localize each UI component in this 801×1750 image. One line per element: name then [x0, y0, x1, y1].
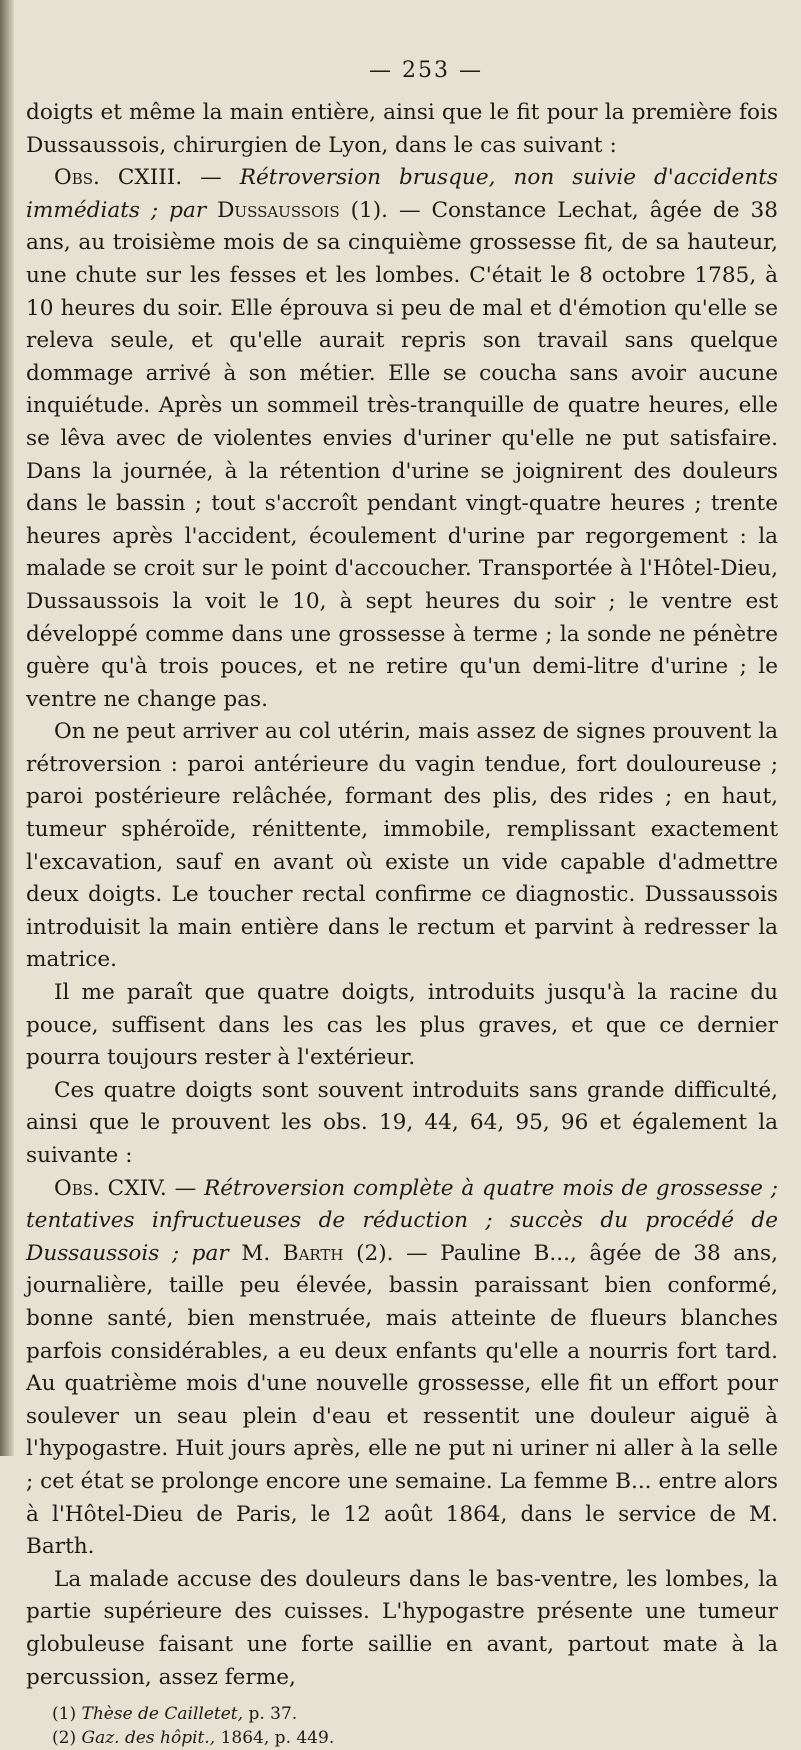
page-number: — 253 —: [369, 58, 483, 83]
observation-author: Dussaussois: [217, 197, 340, 223]
observation-author: M. Barth: [241, 1240, 344, 1266]
footnote-source: Thèse de Cailletet,: [81, 1704, 244, 1725]
paragraph-patient-complaints: La malade accuse des douleurs dans le bas-ventre, les lombes, la partie supérieure des cuisses. L'hypogastre présente une tumeur globuleuse faisant une forte saillie en avant, partout mate à la percussion, assez ferme,: [26, 1566, 778, 1690]
observation-text: — Constance Lechat, âgée de 38 ans, au troisième mois de sa cinquième grossesse fit, de sa hauteur, une chute sur les fesses et les lombes. C'était le 8 octobre 1785, à 10 heures du soir. Elle éprouva si peu de mal et d'émotion qu'elle se releva seule, et qu'elle aurait repris son travail sans quelque dommage arrivé à son métier. Elle se coucha sans avoir aucune inquiétude. Après un sommeil très-tranquille de quatre heures, elle se lêva avec de violentes envies d'uriner qu'elle ne put satisfaire. Dans la journée, à la rétention d'urine se joignirent des douleurs dans le bassin ; tout s'accroît pendant vingt-quatre heures ; trente heures après l'accident, écoulement d'urine par regorgement : la malade se croit sur le point d'accoucher. Transportée à l'Hôtel-Dieu, Dussaussois la voit le 10, à sept heures du soir ; le ventre est développé comme dans une grossesse à terme ; la sonde ne pénètre guère qu'à trois pouces, et ne retire qu'un demi-litre d'urine ; le ventre ne change pas.: [26, 197, 778, 712]
paragraph-introduced-fingers: Ces quatre doigts sont souvent introduits sans grande difficulté, ainsi que le prouvent les obs. 19, 44, 64, 95, 96 et également la suivante :: [26, 1077, 778, 1168]
footnote-source: Gaz. des hôpit.,: [81, 1728, 216, 1749]
paragraph-retroversion-signs: On ne peut arriver au col utérin, mais assez de signes prouvent la rétroversion : paroi antérieure du vagin tendue, fort douloureuse ; paroi postérieure relâchée, formant des plis, des rides ; en haut, tumeur sphéroïde, rénittente, immobile, remplissant exactement l'excavation, sauf en avant où existe un vide capable d'admettre deux doigts. Le toucher rectal confirme ce diagnostic. Dussaussois introduisit la main entière dans le rectum et parvint à redresser la matrice.: [26, 719, 778, 973]
observation-label: Obs. CXIV. —: [54, 1175, 197, 1201]
book-spine-shadow: [0, 0, 14, 1456]
footnotes: [26, 1702, 778, 1750]
observation-113: [26, 162, 778, 716]
observation-114: [26, 1173, 778, 1564]
book-page: [26, 58, 778, 1750]
footnote-mark: (1): [52, 1704, 77, 1725]
footnote-ref: (2).: [356, 1240, 394, 1266]
observation-text: — Pauline B..., âgée de 38 ans, journalière, taille peu élevée, bassin paraissant bien conformé, bonne santé, bien menstruée, mais atteinte de flueurs blanches parfois considérables, a eu deux enfants qu'elle a nourris fort tard. Au quatrième mois d'une nouvelle grossesse, elle fit un effort pour soulever un seau plein d'eau et ressentit une douleur aiguë à l'hypogastre. Huit jours après, elle ne put ni uriner ni aller à la selle ; cet état se prolonge encore une semaine. La femme B... entre alors à l'Hôtel-Dieu de Paris, le 12 août 1864, dans le service de M. Barth.: [26, 1240, 779, 1560]
paragraph-intro: doigts et même la main entière, ainsi que le fit pour la première fois Dussaussois, chirurgien de Lyon, dans le cas suivant :: [26, 100, 778, 158]
footnote-detail: p. 37.: [248, 1704, 298, 1725]
paragraph-four-fingers: Il me paraît que quatre doigts, introduits jusqu'à la racine du pouce, suffisent dans les cas les plus graves, et que ce dernier pourra toujours rester à l'extérieur.: [26, 980, 778, 1071]
footnote-detail: 1864, p. 449.: [220, 1728, 335, 1749]
observation-title: Rétroversion complète à quatre mois de grossesse ; tentatives infructueuses de réduction ; succès du procédé de Dussaussois ; par: [26, 1175, 778, 1266]
footnote-1: [26, 1702, 778, 1726]
footnote-2: [26, 1726, 778, 1750]
observation-label: Obs. CXIII. —: [54, 165, 222, 191]
footnote-ref: (1).: [350, 197, 389, 223]
observation-title: Rétroversion brusque, non suivie d'accidents immédiats ; par: [26, 165, 778, 223]
footnote-mark: (2): [52, 1728, 77, 1749]
